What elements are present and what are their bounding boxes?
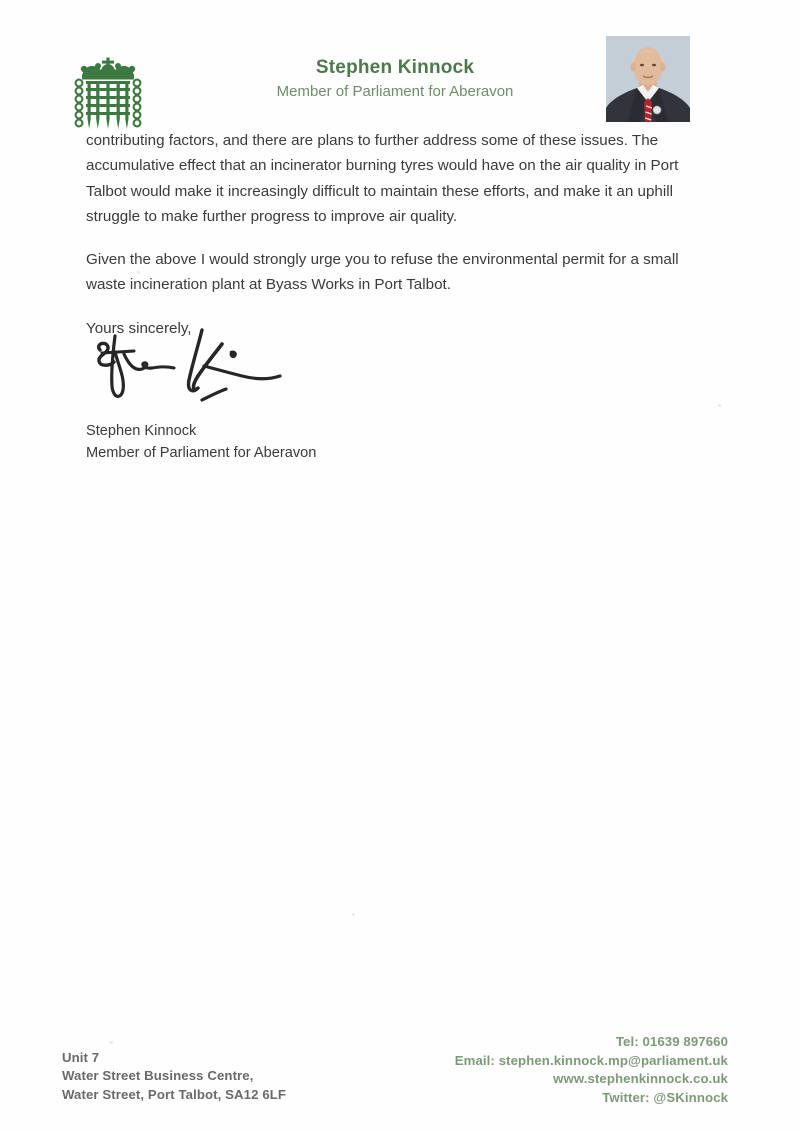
paragraph-2: Given the above I would strongly urge you to refuse the environmental permit for a small waste incineration plant at Byass Works in Port Talbot. [86, 251, 679, 294]
address-line-1: Unit 7 [62, 1049, 100, 1065]
scan-speck [352, 913, 355, 916]
footer-contact [455, 1033, 728, 1107]
signature-block [86, 420, 486, 464]
letterhead-titles [200, 56, 590, 103]
contact-website[interactable]: www.stephenkinnock.co.uk [553, 1071, 728, 1086]
paragraph-1: contributing factors, and there are plans to further address some of these issues. The accumulative effect that an incinerator burning tyres would have on the air quality in Port Talbot would make it increasingly difficult to maintain these efforts, and make it an uphill struggle to make further progress to improve air quality. [86, 132, 679, 225]
contact-phone: Tel: 01639 897660 [615, 1034, 728, 1049]
closing-salutation: Yours sincerely, [86, 319, 192, 337]
contact-twitter[interactable]: Twitter: @SKinnock [602, 1089, 728, 1105]
address-line-2: Water Street Business Centre, [62, 1068, 254, 1083]
letter-body [86, 128, 698, 341]
letterhead [0, 0, 800, 128]
signature-name: Stephen Kinnock [86, 423, 197, 439]
contact-email[interactable]: Email: stephen.kinnock.mp@parliament.uk [454, 1052, 728, 1068]
mp-portrait-photo [606, 36, 690, 122]
parliament-portcullis-icon [68, 57, 148, 139]
mp-name: Stephen Kinnock [315, 57, 475, 78]
scan-speck [718, 404, 721, 407]
scan-speck [109, 1041, 113, 1044]
signature-role: Member of Parliament for Aberavon [86, 445, 317, 461]
footer-address [62, 1049, 286, 1105]
mp-role: Member of Parliament for Aberavon [276, 83, 514, 100]
address-line-3: Water Street, Port Talbot, SA12 6LF [62, 1086, 287, 1102]
handwritten-signature [86, 322, 386, 417]
